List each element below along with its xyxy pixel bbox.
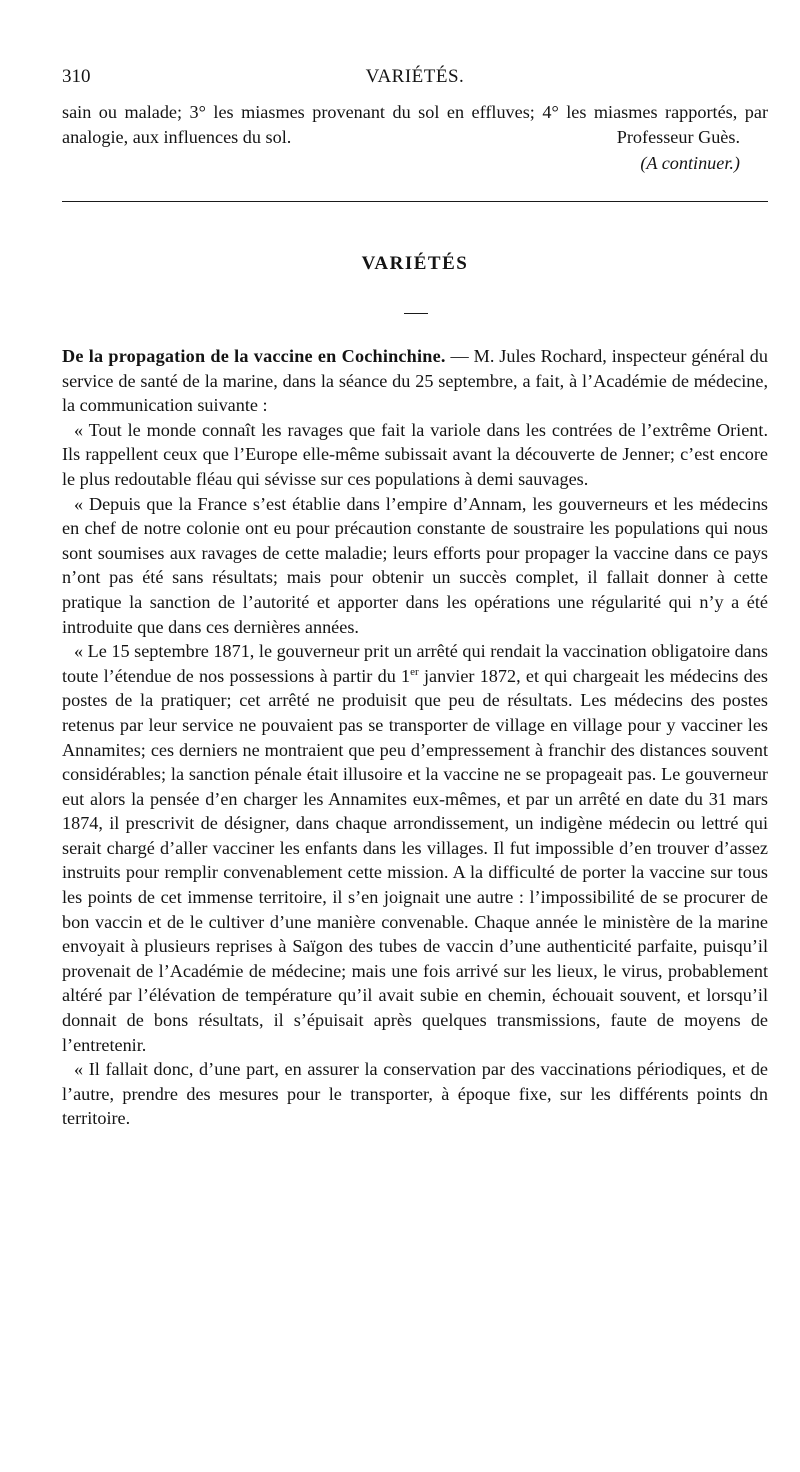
previous-article-ending bbox=[62, 100, 768, 149]
article-intro-paragraph bbox=[62, 344, 768, 418]
article-body bbox=[62, 344, 768, 1131]
author-signature: Professeur Guès. bbox=[616, 126, 740, 147]
page-number: 310 bbox=[62, 66, 91, 87]
paragraph-1: « Tout le monde connaît les ravages que fait la variole dans les contrées de l’extrême Orient. Ils rappellent ceux que l’Europe elle-même subissait avant la découverte de Jenner; c’est encore le plus redoutable fléau qui sévisse sur ces populations à demi sauvages. bbox=[62, 419, 768, 489]
running-title: VARIÉTÉS. bbox=[365, 66, 465, 87]
article-intro: — M. Jules Rochard, inspecteur général du service de santé de la marine, dans la séance du 25 septembre, a fait, à l’Académie de médecine, la communication suivante : bbox=[62, 346, 768, 416]
article-headline: De la propagation de la vaccine en Cochinchine. bbox=[62, 346, 446, 366]
paragraph-2: « Depuis que la France s’est établie dans l’empire d’Annam, les gouverneurs et les médecins en chef de notre colonie ont eu pour précaution constante de soustraire les populations qui nous sont soumises aux ravages de cette maladie; leurs efforts pour propager la vaccine dans ce pays n’ont pas été sans résultats; mais pour obtenir un succès complet, il fallait donner à cette pratique la sanction de l’autorité et apporter dans les opérations une régularité qui n’y a été introduite que dans ces dernières années. bbox=[62, 493, 768, 637]
section-divider bbox=[62, 201, 768, 202]
section-title: VARIÉTÉS bbox=[361, 253, 469, 274]
title-short-rule bbox=[404, 313, 428, 314]
paragraph-3: « Le 15 septembre 1871, le gouverneur prit un arrêté qui rendait la vaccination obligatoire dans toute l’étendue de nos possessions à partir du 1er janvier 1872, et qui chargeait les médecins des postes de la pratiquer; cet arrêté ne produisit que peu de résultats. Les médecins des postes retenus par leur service ne pouvaient pas se transporter de village en village pour y vacciner les Annamites; ces derniers ne montraient que peu d’empressement à franchir des distances souvent considérables; la sanction pénale était illusoire et la vaccine ne se propageait pas. Le gouverneur eut alors la pensée d’en charger les Annamites eux-mêmes, et par un arrêté en date du 31 mars 1874, il prescrivit de désigner, dans chaque arrondissement, un indigène médecin ou lettré qui serait chargé d’aller vacciner les enfants dans les villages. Il fut impossible d’en trouver d’assez instruits pour remplir convenablement cette mission. A la difficulté de porter la vaccine sur tous les points de cet immense territoire, il s’en joignait une autre : l’impossibilité de se procurer de bon vaccin et de le cultiver d’une manière convenable. Chaque année le ministère de la marine envoyait à plusieurs reprises à Saïgon des tubes de vaccin d’une authenticité parfaite, puisqu’il provenait de l’Académie de médecine; mais une fois arrivé sur les lieux, le virus, probablement altéré par l’élévation de température qu’il avait subie en chemin, échouait souvent, et lorsqu’il donnait de bons résultats, il s’épuisait après quelques transmissions, faute de moyens de l’entretenir. bbox=[62, 641, 768, 1055]
paragraph-4: « Il fallait donc, d’une part, en assurer la conservation par des vaccinations périodiques, et de l’autre, prendre des mesures pour le transporter, à époque fixe, sur les différents points dn territoire. bbox=[62, 1059, 768, 1129]
superscript-er: er bbox=[410, 665, 419, 678]
to-be-continued-note: (A continuer.) bbox=[640, 153, 740, 173]
page-header bbox=[62, 66, 768, 96]
previous-article-text: sain ou malade; 3° les miasmes provenant du sol en effluves; 4° les miasmes rapportés, par analogie, aux influences du sol. Professeur Guès. bbox=[62, 100, 768, 149]
